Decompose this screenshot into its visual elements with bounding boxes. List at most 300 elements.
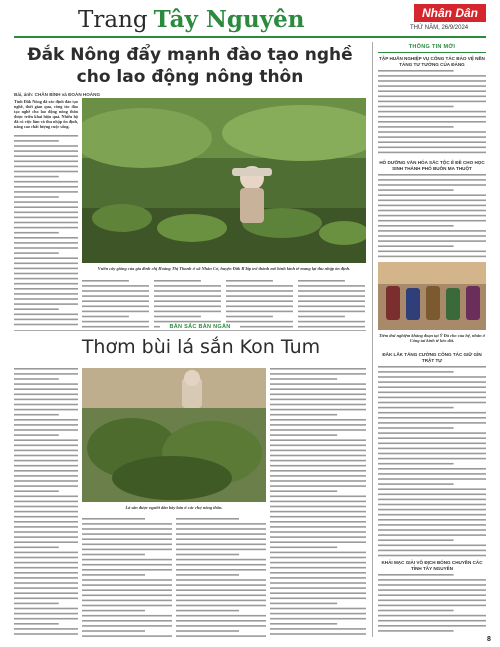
text-line bbox=[176, 589, 266, 591]
text-line bbox=[82, 290, 149, 292]
text-line bbox=[378, 179, 486, 181]
text-line bbox=[154, 280, 201, 282]
text-line bbox=[270, 511, 366, 513]
text-line bbox=[270, 399, 366, 401]
text-line bbox=[14, 166, 78, 168]
text-line bbox=[14, 257, 78, 259]
text-line bbox=[14, 383, 78, 385]
text-line bbox=[14, 628, 78, 630]
sidebar-item2-head: HỖ DƯỠNG VĂN HÓA SẮC TỘC Ê ĐÊ CHO HỌC SINH THÀNH PHỐ BUÔN MA THUỘT bbox=[379, 160, 485, 171]
text-line bbox=[82, 559, 172, 561]
text-line bbox=[14, 293, 78, 295]
text-line bbox=[378, 443, 486, 445]
text-line bbox=[14, 409, 78, 411]
text-line bbox=[82, 579, 172, 581]
text-line bbox=[14, 222, 78, 224]
text-line bbox=[270, 394, 366, 396]
text-line bbox=[270, 572, 366, 574]
text-line bbox=[378, 381, 486, 383]
text-line bbox=[226, 295, 293, 297]
text-line bbox=[270, 378, 337, 380]
text-line bbox=[378, 189, 454, 191]
text-line bbox=[82, 528, 172, 530]
text-line bbox=[14, 319, 78, 321]
text-line bbox=[14, 298, 78, 300]
text-line bbox=[82, 523, 172, 525]
text-line bbox=[270, 465, 366, 467]
sidebar-photo bbox=[378, 262, 486, 330]
text-line bbox=[154, 295, 221, 297]
text-line bbox=[176, 610, 239, 612]
text-line bbox=[298, 316, 345, 318]
text-line bbox=[270, 470, 366, 472]
text-line bbox=[270, 613, 366, 615]
text-line bbox=[176, 559, 266, 561]
text-line bbox=[270, 592, 366, 594]
story-divider bbox=[14, 330, 366, 331]
text-line bbox=[82, 620, 172, 622]
text-line bbox=[270, 475, 366, 477]
text-line bbox=[82, 600, 172, 602]
sidebar-label-rule bbox=[378, 52, 486, 53]
text-line bbox=[378, 230, 486, 232]
text-line bbox=[154, 285, 221, 287]
text-line bbox=[14, 572, 78, 574]
second-article-photo bbox=[82, 368, 266, 502]
text-line bbox=[176, 605, 266, 607]
text-line bbox=[14, 516, 78, 518]
text-line bbox=[14, 470, 78, 472]
sidebar-divider bbox=[372, 42, 373, 637]
text-line bbox=[378, 184, 486, 186]
text-line bbox=[378, 136, 486, 138]
text-line bbox=[14, 368, 78, 370]
text-line bbox=[378, 625, 486, 627]
text-line bbox=[378, 519, 486, 521]
text-line bbox=[378, 437, 486, 439]
text-line bbox=[378, 478, 486, 480]
text-line bbox=[226, 316, 273, 318]
text-line bbox=[176, 620, 266, 622]
text-line bbox=[270, 434, 337, 436]
text-line bbox=[378, 386, 486, 388]
text-line bbox=[82, 615, 172, 617]
text-line bbox=[14, 232, 59, 234]
text-line bbox=[14, 541, 78, 543]
text-line bbox=[176, 549, 266, 551]
text-line bbox=[270, 414, 337, 416]
text-line bbox=[378, 589, 486, 591]
second-headline: Thơm bùi lá sắn Kon Tum bbox=[81, 336, 321, 358]
text-line bbox=[14, 552, 78, 554]
text-line bbox=[270, 445, 366, 447]
text-line bbox=[298, 285, 365, 287]
text-line bbox=[378, 529, 486, 531]
text-line bbox=[14, 388, 78, 390]
text-line bbox=[14, 186, 78, 188]
text-line bbox=[270, 587, 366, 589]
text-line bbox=[226, 285, 293, 287]
text-line bbox=[378, 126, 454, 128]
text-line bbox=[82, 306, 149, 308]
text-line bbox=[378, 407, 454, 409]
text-line bbox=[14, 547, 59, 549]
text-line bbox=[14, 603, 59, 605]
text-line bbox=[378, 432, 486, 434]
text-line bbox=[82, 569, 172, 571]
text-line bbox=[226, 280, 273, 282]
text-line bbox=[270, 618, 366, 620]
text-line bbox=[82, 635, 172, 637]
text-line bbox=[378, 371, 454, 373]
text-line bbox=[176, 600, 266, 602]
text-line bbox=[378, 220, 486, 222]
sidebar-section-label: THÔNG TIN MỚI bbox=[408, 44, 456, 50]
text-line bbox=[378, 174, 486, 176]
text-line bbox=[270, 383, 366, 385]
text-line bbox=[176, 518, 239, 520]
text-line bbox=[176, 579, 266, 581]
text-line bbox=[378, 106, 454, 108]
main-headline-line-1: Đắk Nông đẩy mạnh đào tạo nghề bbox=[27, 45, 353, 65]
text-line bbox=[378, 90, 486, 92]
text-line bbox=[14, 394, 78, 396]
text-line bbox=[14, 496, 78, 498]
text-line bbox=[378, 147, 486, 149]
text-line bbox=[378, 141, 486, 143]
text-line bbox=[14, 531, 78, 533]
text-line bbox=[82, 584, 172, 586]
text-line bbox=[14, 140, 59, 142]
text-line bbox=[378, 534, 486, 536]
text-line bbox=[176, 584, 266, 586]
text-line bbox=[226, 306, 293, 308]
text-line bbox=[14, 212, 78, 214]
text-line bbox=[378, 111, 486, 113]
text-line bbox=[14, 608, 78, 610]
text-line bbox=[378, 215, 486, 217]
text-line bbox=[378, 509, 486, 511]
text-line bbox=[378, 245, 454, 247]
text-line bbox=[82, 285, 149, 287]
text-line bbox=[270, 388, 366, 390]
text-line bbox=[14, 618, 78, 620]
page-number: 8 bbox=[487, 636, 491, 643]
text-line bbox=[82, 316, 129, 318]
text-line bbox=[14, 145, 78, 147]
text-line bbox=[14, 278, 78, 280]
text-line bbox=[298, 300, 365, 302]
text-line bbox=[14, 485, 78, 487]
text-line bbox=[270, 582, 366, 584]
text-line bbox=[378, 200, 486, 202]
second-photo-caption: Lá sắn được người dân bày bán ở các chợ nông thôn. bbox=[125, 505, 223, 510]
text-line bbox=[226, 300, 293, 302]
text-line bbox=[270, 547, 337, 549]
text-line bbox=[378, 463, 454, 465]
text-line bbox=[14, 511, 78, 513]
text-line bbox=[14, 623, 59, 625]
text-line bbox=[378, 499, 486, 501]
text-line bbox=[378, 504, 486, 506]
text-line bbox=[14, 587, 78, 589]
text-line bbox=[298, 321, 365, 323]
text-line bbox=[378, 101, 486, 103]
text-line bbox=[14, 155, 78, 157]
text-line bbox=[176, 533, 266, 535]
text-line bbox=[378, 545, 486, 547]
text-line bbox=[14, 176, 59, 178]
text-line bbox=[14, 506, 78, 508]
text-line bbox=[176, 615, 266, 617]
text-line bbox=[298, 306, 365, 308]
text-line bbox=[14, 419, 78, 421]
text-line bbox=[270, 373, 366, 375]
text-line bbox=[176, 554, 239, 556]
text-line bbox=[378, 251, 486, 253]
text-line bbox=[270, 598, 366, 600]
text-line bbox=[82, 326, 149, 328]
text-line bbox=[378, 427, 454, 429]
text-line bbox=[378, 402, 486, 404]
text-line bbox=[14, 273, 78, 275]
text-line bbox=[378, 225, 454, 227]
text-line bbox=[378, 210, 486, 212]
text-line bbox=[270, 439, 366, 441]
text-line bbox=[176, 564, 266, 566]
lead-paragraph: Tỉnh Đắk Nông đã xác định đào tạo nghề, thời gian qua, công tác đào tạo nghề cho lao động nông thôn được triển khai hiệu quả. Nhiều hộ đã có việc làm và thu nhập ổn định, nâng cao chất lượng cuộc sống. bbox=[14, 99, 78, 130]
text-line bbox=[82, 549, 172, 551]
text-line bbox=[14, 557, 78, 559]
text-line bbox=[82, 533, 172, 535]
text-line bbox=[378, 539, 454, 541]
text-line bbox=[270, 531, 366, 533]
text-line bbox=[270, 567, 366, 569]
text-line bbox=[378, 630, 454, 632]
sidebar-item3-head: ĐẮK LẮK TĂNG CƯỜNG CÔNG TÁC GIỮ GÌN TRẬT TỰ bbox=[382, 352, 482, 363]
text-line bbox=[82, 554, 145, 556]
text-line bbox=[14, 206, 78, 208]
text-line bbox=[270, 424, 366, 426]
text-line bbox=[270, 409, 366, 411]
text-line bbox=[378, 579, 486, 581]
text-line bbox=[82, 595, 172, 597]
text-line bbox=[270, 521, 366, 523]
text-line bbox=[14, 562, 78, 564]
text-line bbox=[270, 633, 366, 635]
text-line bbox=[378, 152, 486, 154]
text-line bbox=[14, 303, 78, 305]
text-line bbox=[378, 412, 486, 414]
text-line bbox=[378, 600, 486, 602]
text-line bbox=[14, 633, 78, 635]
text-line bbox=[82, 544, 172, 546]
text-line bbox=[270, 516, 366, 518]
text-line bbox=[14, 171, 78, 173]
text-line bbox=[378, 610, 454, 612]
text-line bbox=[226, 290, 293, 292]
text-line bbox=[378, 555, 486, 557]
text-line bbox=[270, 490, 337, 492]
text-line bbox=[14, 613, 78, 615]
text-line bbox=[176, 544, 266, 546]
text-line bbox=[14, 439, 78, 441]
text-line bbox=[82, 295, 149, 297]
text-line bbox=[378, 468, 486, 470]
text-line bbox=[82, 630, 145, 632]
section-prefix: Trang bbox=[78, 7, 148, 33]
text-line bbox=[14, 373, 78, 375]
text-line bbox=[14, 247, 78, 249]
text-line bbox=[14, 577, 78, 579]
text-line bbox=[14, 399, 78, 401]
text-line bbox=[154, 306, 221, 308]
text-line bbox=[298, 290, 365, 292]
text-line bbox=[82, 311, 149, 313]
text-line bbox=[82, 605, 172, 607]
text-line bbox=[378, 453, 486, 455]
text-line bbox=[14, 191, 78, 193]
text-line bbox=[176, 538, 266, 540]
text-line bbox=[14, 414, 59, 416]
text-line bbox=[14, 268, 78, 270]
text-line bbox=[14, 237, 78, 239]
text-line bbox=[82, 589, 172, 591]
text-line bbox=[378, 594, 486, 596]
text-line bbox=[270, 419, 366, 421]
text-line bbox=[378, 620, 486, 622]
text-line bbox=[14, 598, 78, 600]
text-line bbox=[82, 280, 129, 282]
text-line bbox=[378, 205, 486, 207]
text-line bbox=[270, 603, 337, 605]
text-line bbox=[14, 263, 78, 265]
text-line bbox=[176, 595, 266, 597]
text-line bbox=[270, 526, 366, 528]
text-line bbox=[270, 608, 366, 610]
text-line bbox=[82, 625, 172, 627]
text-line bbox=[378, 458, 486, 460]
text-line bbox=[14, 445, 78, 447]
text-line bbox=[14, 196, 59, 198]
text-line bbox=[14, 217, 78, 219]
text-line bbox=[82, 564, 172, 566]
text-line bbox=[14, 501, 78, 503]
text-line bbox=[14, 455, 78, 457]
text-line bbox=[14, 201, 78, 203]
text-line bbox=[14, 567, 78, 569]
text-line bbox=[270, 536, 366, 538]
text-line bbox=[270, 501, 366, 503]
text-line bbox=[14, 227, 78, 229]
text-line bbox=[14, 161, 78, 163]
sidebar-item4-head: KHẢI MẠC GIẢI VÔ ĐỊCH BÓNG CHUYỀN CÁC TỈNH TÂY NGUYÊN bbox=[381, 560, 483, 571]
text-line bbox=[298, 295, 365, 297]
text-line bbox=[14, 521, 78, 523]
text-line bbox=[270, 506, 366, 508]
text-line bbox=[226, 321, 293, 323]
text-line bbox=[270, 496, 366, 498]
text-line bbox=[378, 70, 454, 72]
text-line bbox=[378, 473, 486, 475]
text-line bbox=[378, 131, 486, 133]
text-line bbox=[378, 376, 486, 378]
text-line bbox=[14, 404, 78, 406]
text-line bbox=[14, 526, 78, 528]
text-line bbox=[270, 450, 366, 452]
text-line bbox=[154, 290, 221, 292]
main-photo-caption: Vườn cây giống của gia đình chị Hoàng Thị Thanh ở xã Nhân Cơ, huyện Đắk R'lấp trở thành mô hình kinh tế mang lại thu nhập ổn định. bbox=[97, 266, 351, 271]
text-line bbox=[378, 121, 486, 123]
text-line bbox=[14, 324, 78, 326]
second-section-label: BẢN SẮC BẢN NGÀN bbox=[160, 324, 240, 330]
byline: Bài, ảnh: CHÂN BÌNH và ĐOÀN HOÀNG bbox=[14, 92, 101, 97]
text-line bbox=[298, 326, 365, 328]
text-line bbox=[270, 557, 366, 559]
text-line bbox=[14, 465, 78, 467]
text-line bbox=[378, 75, 486, 77]
text-line bbox=[378, 85, 486, 87]
text-line bbox=[176, 574, 239, 576]
edition-date: THỨ NĂM, 26/9/2024 bbox=[410, 25, 469, 31]
text-line bbox=[270, 552, 366, 554]
text-line bbox=[270, 485, 366, 487]
text-line bbox=[14, 181, 78, 183]
text-line bbox=[14, 592, 78, 594]
text-line bbox=[378, 397, 486, 399]
text-line bbox=[378, 494, 486, 496]
text-line bbox=[14, 450, 78, 452]
text-line bbox=[378, 550, 486, 552]
text-line bbox=[14, 314, 78, 316]
text-line bbox=[82, 610, 145, 612]
text-line bbox=[176, 630, 239, 632]
text-line bbox=[14, 252, 59, 254]
text-line bbox=[270, 455, 366, 457]
text-line bbox=[82, 300, 149, 302]
text-line bbox=[378, 448, 486, 450]
text-line bbox=[14, 378, 59, 380]
text-line bbox=[14, 242, 78, 244]
text-line bbox=[82, 574, 145, 576]
cassava-leaves-image bbox=[82, 368, 266, 502]
text-line bbox=[378, 574, 454, 576]
text-line bbox=[270, 404, 366, 406]
text-line bbox=[270, 628, 366, 630]
text-line bbox=[270, 368, 366, 370]
text-line bbox=[378, 96, 486, 98]
text-line bbox=[378, 240, 486, 242]
sidebar-photo-caption: Tiêm thử nghiệm khăng đoạn tại Ý Đà cho của hệ, nhân ở Cổng tai kinh tế kéo dài. bbox=[379, 333, 485, 344]
text-line bbox=[14, 150, 78, 152]
text-line bbox=[82, 538, 172, 540]
text-line bbox=[14, 135, 78, 137]
text-line bbox=[176, 635, 266, 637]
text-line bbox=[378, 235, 486, 237]
text-line bbox=[82, 518, 145, 520]
ceremony-image bbox=[378, 262, 486, 330]
text-line bbox=[270, 562, 366, 564]
text-line bbox=[378, 366, 486, 368]
sidebar-item1-head: TẬP HUẤN NGHIỆP VỤ CÔNG TÁC BẢO VỆ NỀN TẢNG TƯ TƯỞNG CỦA ĐẢNG bbox=[379, 56, 485, 67]
text-line bbox=[14, 480, 78, 482]
text-line bbox=[378, 524, 486, 526]
text-line bbox=[82, 321, 149, 323]
text-line bbox=[378, 116, 486, 118]
text-line bbox=[378, 488, 486, 490]
text-line bbox=[154, 316, 201, 318]
text-line bbox=[270, 577, 366, 579]
